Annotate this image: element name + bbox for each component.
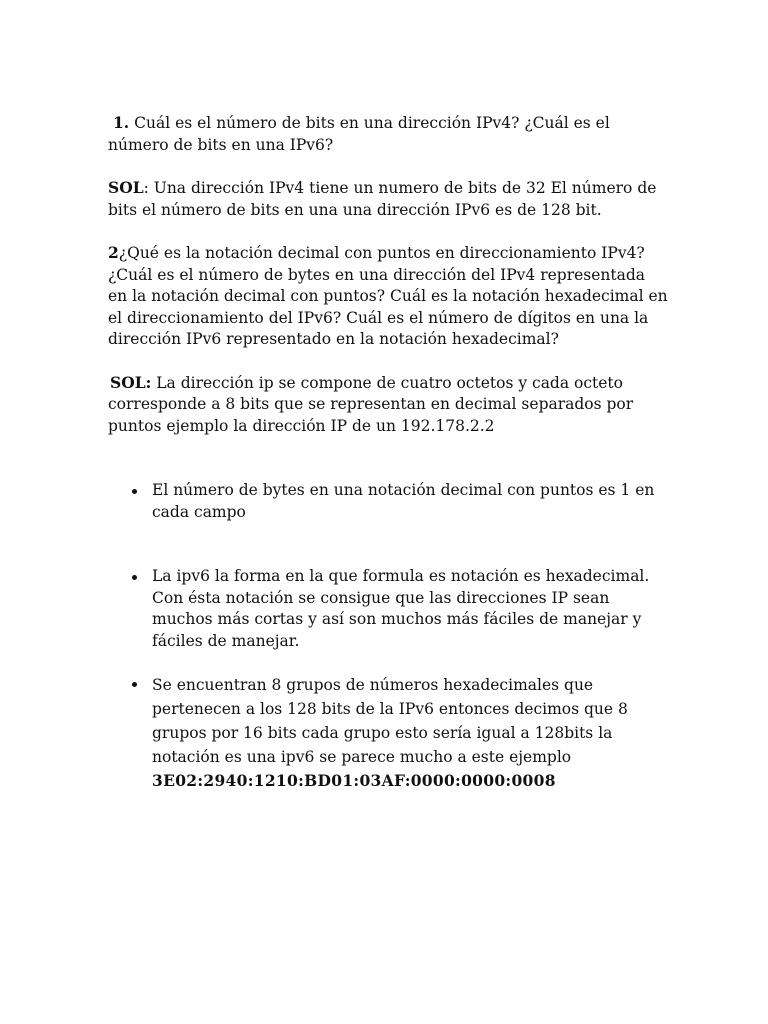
question-1-text: Cuál es el número de bits en una dirección IPv4? ¿Cuál es el número de bits en una IPv6? <box>108 114 610 154</box>
answer-2-text: La dirección ip se compone de cuatro octetos y cada octeto corresponde a 8 bits que se representan en decimal separados por puntos ejemplo la dirección IP de un 192.178.2.2 <box>108 373 634 435</box>
answer-2 <box>108 372 668 438</box>
bullet-dot-icon <box>132 489 137 494</box>
question-2-number: 2 <box>108 243 119 262</box>
bullet-list <box>108 480 668 793</box>
answer-1 <box>108 177 668 221</box>
list-item-text: La ipv6 la forma en la que formula es notación es hexadecimal. Con ésta notación se consigue que las direcciones IP sean muchos más cortas y así son muchos más fáciles de manejar y fáciles de manejar. <box>152 567 650 650</box>
answer-1-label: SOL <box>108 178 144 197</box>
bullet-dot-icon <box>132 682 137 687</box>
answer-1-text: : Una dirección IPv4 tiene un numero de bits de 32 El número de bits el número de bits en una una dirección IPv6 es de 128 bit. <box>108 179 657 219</box>
answer-2-label: SOL: <box>110 372 152 392</box>
question-2 <box>108 242 668 351</box>
list-item <box>108 673 668 793</box>
question-1-number: 1. <box>113 113 130 132</box>
document-page <box>108 112 668 793</box>
bullet-dot-icon <box>132 575 137 580</box>
question-1 <box>108 112 668 156</box>
list-item <box>108 480 668 523</box>
list-item <box>108 566 668 652</box>
question-2-text: ¿Qué es la notación decimal con puntos en direccionamiento IPv4? ¿Cuál es el número de bytes en una dirección del IPv4 representada en la notación decimal con puntos? Cuál es la notación hexadecimal en el direccionamiento del IPv6? Cuál es el número de dígitos en una la dirección IPv6 representado en la notación hexadecimal? <box>108 244 668 348</box>
list-item-text: El número de bytes en una notación decimal con puntos es 1 en cada campo <box>152 481 655 521</box>
ipv6-hex-example: 3E02:2940:1210:BD01:03AF:0000:0000:0008 <box>152 771 556 790</box>
list-item-text: Se encuentran 8 grupos de números hexadecimales que pertenecen a los 128 bits de la IPv6 entonces decimos que 8 grupos por 16 bits cada grupo esto sería igual a 128bits la notación es una ipv6 se parece mucho a este ejemplo <box>152 676 628 766</box>
